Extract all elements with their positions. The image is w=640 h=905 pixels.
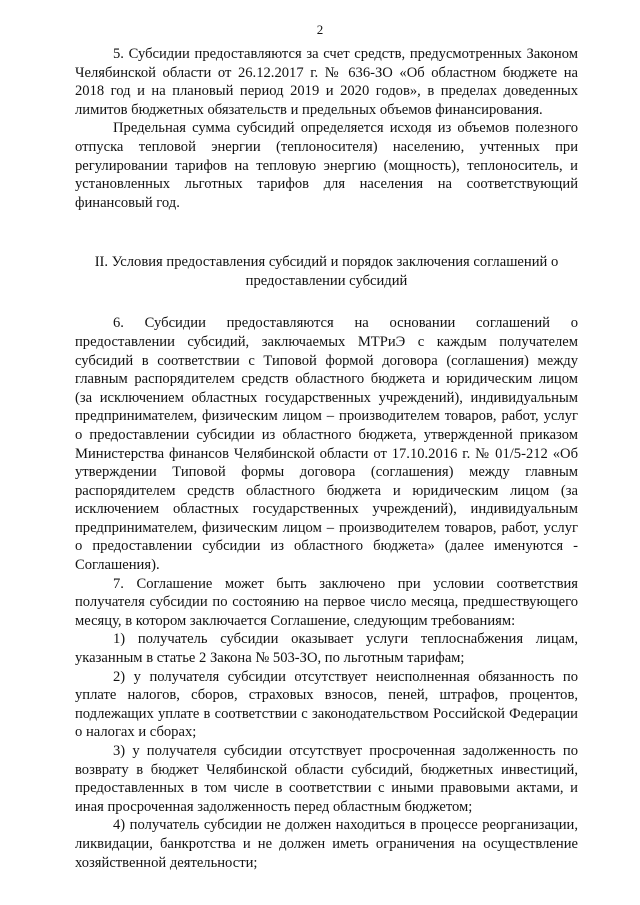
paragraph-5-funding-source: 5. Субсидии предоставляются за счет средств, предусмотренных Законом Челябинской области от 26.12.2017 г. № 636-ЗО «Об областном бюджете на 2018 год и на плановый период 2019 и 2020 годов», в пределах доведенных лимитов бюджетных обязательств и предельных объемов финансирования. [75, 46, 578, 118]
list-item-requirement-2: 2) у получателя субсидии отсутствует неисполненная обязанность по уплате налогов, сборов, страховых взносов, пеней, штрафов, процентов, подлежащих уплате в соответствии с законодательством Российской Федерации о налогах и сборах; [75, 668, 578, 741]
list-item-requirement-1: 1) получатель субсидии оказывает услуги теплоснабжения лицам, указанным в статье 2 Закона № 503-ЗО, по льготным тарифам; [75, 631, 578, 667]
page-number: 2 [316, 22, 324, 37]
paragraph-6-agreements: 6. Субсидии предоставляются на основании соглашений о предоставлении субсидий, заключаемых МТРиЭ с каждым получателем субсидий в соответствии с Типовой формой договора (соглашения) между главным распорядителем средств областного бюджета и юридическим лицом (за исключением областных государственных учреждений), индивидуальным предпринимателем, физическим лицом – производителем товаров, работ, услуг о предоставлении субсидии из областного бюджета, утвержденной приказом Министерства финансов Челябинской области от 17.10.2016 г. № 01/5-212 «Об утверждении Типовой формы договора (соглашения) между главным распорядителем средств областного бюджета и юридическим лицом (за исключением областных государственных учреждений), индивидуальным предпринимателем, физическим лицом – производителем товаров, работ, услуг о предоставлении субсидии из областного бюджета» (далее именуются - Соглашения). [75, 315, 578, 574]
section-heading-line-2: предоставлении субсидий [245, 273, 408, 290]
section-heading-line-1: II. Условия предоставления субсидий и порядок заключения соглашений о [94, 254, 559, 271]
document-body [75, 45, 578, 872]
paragraph-subsidy-limit: Предельная сумма субсидий определяется исходя из объемов полезного отпуска тепловой энергии (теплоносителя) населению, учтенных при регулировании тарифов на тепловую энергию (мощность), теплоноситель, и установленных льготных тарифов для населения на соответствующий финансовый год. [75, 120, 578, 211]
list-item-requirement-3: 3) у получателя субсидии отсутствует просроченная задолженность по возврату в бюджет Челябинской области субсидий, бюджетных инвестиций, предоставленных в том числе в соответствии с иными правовыми актами, и иная просроченная задолженность перед областным бюджетом; [75, 743, 578, 815]
list-item-requirement-4: 4) получатель субсидии не должен находиться в процессе реорганизации, ликвидации, банкротства и не должен иметь ограничения на осуществление хозяйственной деятельности; [75, 817, 578, 871]
section-heading [75, 253, 578, 291]
paragraph-7-conditions: 7. Соглашение может быть заключено при условии соответствия получателя субсидии по состоянию на первое число месяца, предшествующего месяцу, в котором заключается Соглашение, следующим требованиям: [75, 575, 578, 629]
